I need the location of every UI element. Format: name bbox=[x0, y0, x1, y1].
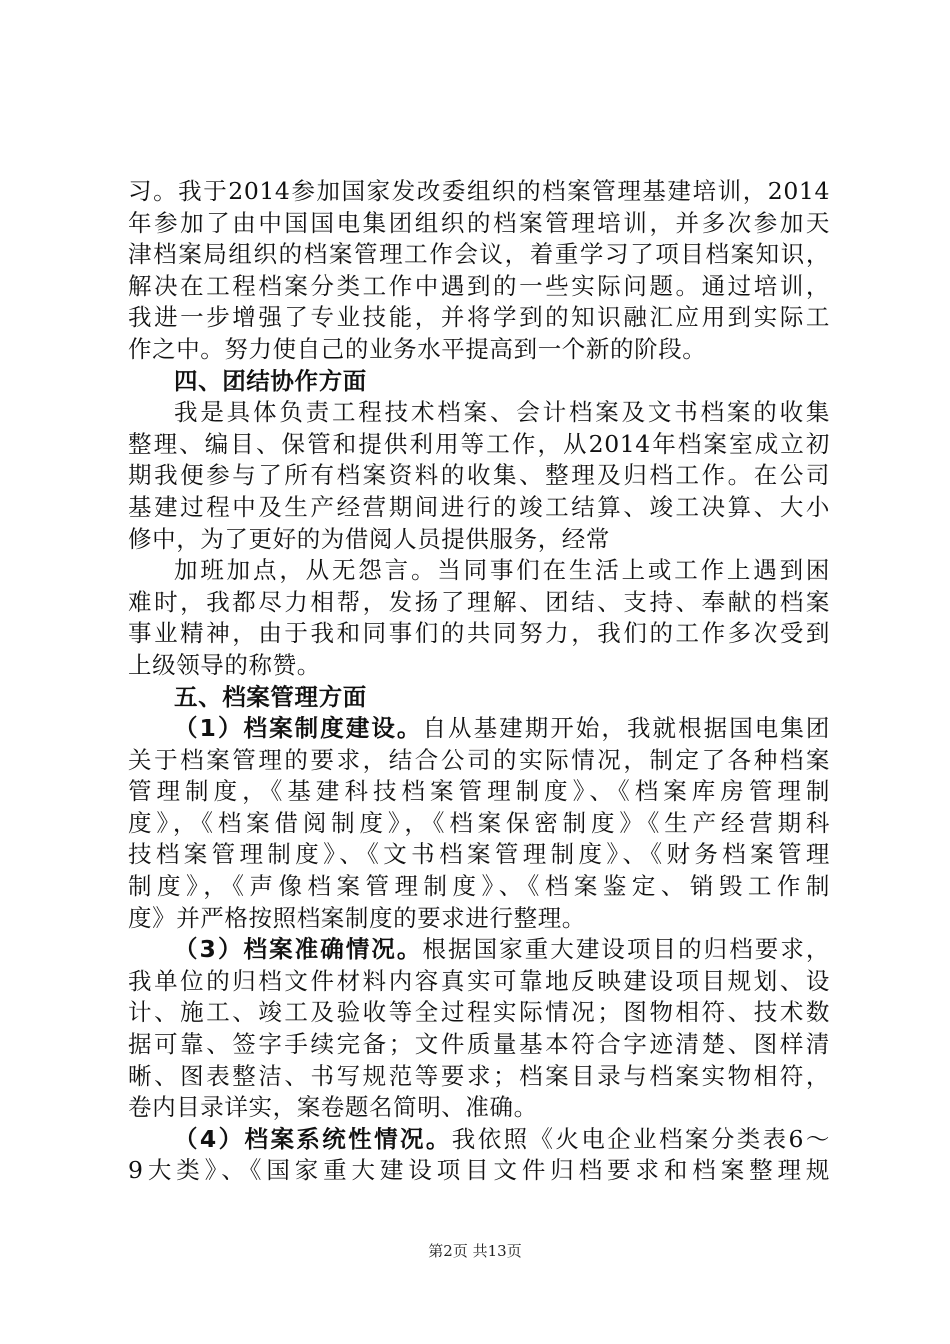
item-text: 我依照《火电企业档案分类表6～ bbox=[451, 1124, 831, 1153]
text-line: 关于档案管理的要求，结合公司的实际情况，制定了各种档案 bbox=[128, 745, 830, 774]
text-line: 年参加了由中国国电集团组织的档案管理培训，并多次参加天 bbox=[128, 208, 830, 237]
text-line: 作之中。努力使自己的业务水平提高到一个新的阶段。 bbox=[128, 334, 707, 363]
text-line: 基建过程中及生产经营期间进行的竣工结算、竣工决算、大小 bbox=[128, 492, 830, 521]
text-line: 习。我于2014参加国家发改委组织的档案管理基建培训，2014 bbox=[128, 177, 830, 205]
paragraph-training bbox=[128, 176, 830, 366]
item-text: 自从基建期开始，我就根据国电集团 bbox=[422, 714, 830, 743]
text-line: 计、施工、竣工及验收等全过程实际情况；图物相符、技术数 bbox=[128, 998, 830, 1027]
document-body bbox=[128, 176, 830, 1187]
text-line: 我单位的归档文件材料内容真实可靠地反映建设项目规划、设 bbox=[128, 966, 830, 995]
text-line: 制度》，《声像档案管理制度》、《档案鉴定、销毁工作制 bbox=[128, 872, 830, 901]
paragraph-overtime bbox=[128, 555, 830, 681]
text-line: 整理、编目、保管和提供利用等工作，从2014年档案室成立初 bbox=[128, 429, 830, 458]
text-line: 管理制度，《基建科技档案管理制度》、《档案库房管理制 bbox=[128, 777, 830, 806]
text-line: 加班加点，从无怨言。当同事们在生活上或工作上遇到困 bbox=[174, 556, 830, 585]
item-archive-system bbox=[128, 713, 830, 934]
text-line: 据可靠、签字手续完备；文件质量基本符合字迹清楚、图样清 bbox=[128, 1030, 830, 1059]
text-line: 技档案管理制度》、《文书档案管理制度》、《财务档案管理 bbox=[128, 840, 830, 869]
text-line bbox=[128, 934, 830, 966]
paragraph-teamwork bbox=[128, 397, 830, 555]
section-heading-teamwork: 四、团结协作方面 bbox=[174, 366, 367, 395]
item-label: （4）档案系统性情况。 bbox=[174, 1124, 452, 1153]
text-line: 事业精神，由于我和同事们的共同努力，我们的工作多次受到 bbox=[128, 619, 830, 648]
text-line: 卷内目录详实，案卷题名简明、准确。 bbox=[128, 1093, 538, 1122]
item-text: 根据国家重大建设项目的归档要求， bbox=[422, 935, 830, 964]
text-line: 修中，为了更好的为借阅人员提供服务，经常 bbox=[128, 524, 610, 553]
text-line: 解决在工程档案分类工作中遇到的一些实际问题。通过培训， bbox=[128, 271, 830, 300]
text-line: 期我便参与了所有档案资料的收集、整理及归档工作。在公司 bbox=[128, 461, 830, 490]
item-label: （3）档案准确情况。 bbox=[174, 935, 423, 964]
text-line: 我进一步增强了专业技能，并将学到的知识融汇应用到实际工 bbox=[128, 303, 830, 332]
item-archive-systematic bbox=[128, 1124, 830, 1187]
text-line: 难时，我都尽力相帮，发扬了理解、团结、支持、奉献的档案 bbox=[128, 587, 830, 616]
item-archive-accuracy bbox=[128, 934, 830, 1124]
text-line bbox=[128, 713, 830, 745]
text-line: 度》，《档案借阅制度》，《档案保密制度》《生产经营期科 bbox=[128, 808, 830, 837]
text-line bbox=[128, 1124, 830, 1156]
text-line: 我是具体负责工程技术档案、会计档案及文书档案的收集 bbox=[174, 398, 830, 427]
text-line: 度》并严格按照档案制度的要求进行整理。 bbox=[128, 903, 586, 932]
text-line: 津档案局组织的档案管理工作会议，着重学习了项目档案知识， bbox=[128, 240, 830, 269]
page-footer: 第2页 共13页 bbox=[428, 1242, 522, 1260]
text-line: 9大类》、《国家重大建设项目文件归档要求和档案整理规 bbox=[128, 1156, 830, 1185]
text-line: 晰、图表整洁、书写规范等要求；档案目录与档案实物相符， bbox=[128, 1061, 830, 1090]
text-line: 上级领导的称赞。 bbox=[128, 650, 321, 679]
item-label: （1）档案制度建设。 bbox=[174, 714, 423, 743]
section-heading-archive-management: 五、档案管理方面 bbox=[174, 682, 367, 711]
